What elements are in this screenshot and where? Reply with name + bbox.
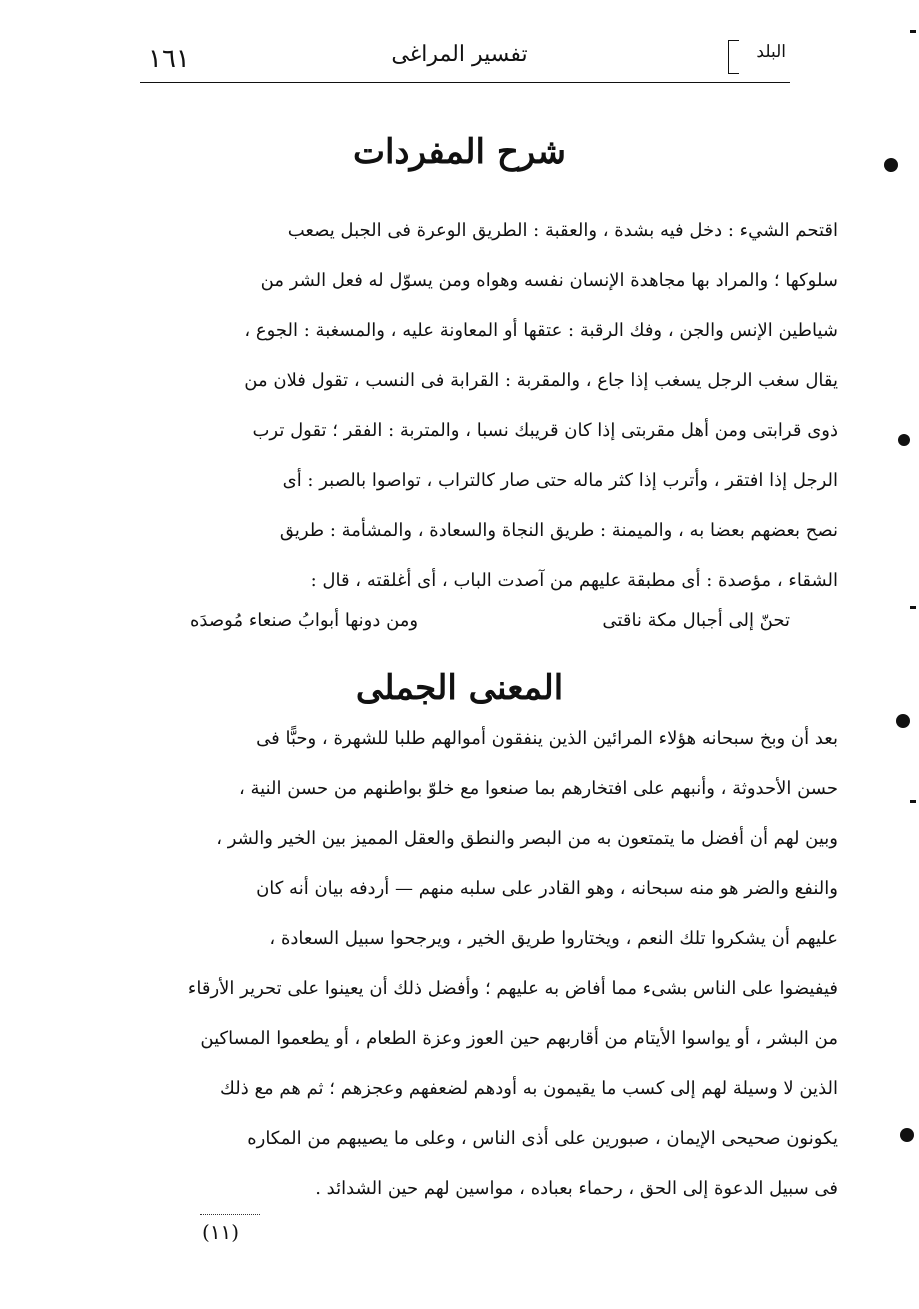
text-line: الشقاء ، مؤصدة : أى مطبقة عليهم من آصدت الباب ، أى أغلقته ، قال : <box>310 570 838 591</box>
scan-speck <box>910 30 916 33</box>
poetry-verse <box>150 596 790 646</box>
text-line: حسن الأحدوثة ، وأنبهم على افتخارهم بما صنعوا مع خلوّ بواطنهم من حسن النية ، <box>238 778 838 799</box>
text-line: ذوى قرابتى ومن أهل مقربتى إذا كان قريبك نسبا ، والمتربة : الفقر ؛ تقول ترب <box>252 420 838 441</box>
general-meaning-heading: المعنى الجملى <box>355 668 564 708</box>
vocabulary-paragraph <box>118 206 838 606</box>
text-line: سلوكها ؛ والمراد بها مجاهدة الإنسان نفسه وهواه ومن يسوّل له فعل الشر من <box>260 270 838 291</box>
text-line: والنفع والضر هو منه سبحانه ، وهو القادر على سلبه منهم — أردفه بيان أنه كان <box>256 878 838 899</box>
text-line: بعد أن وبخ سبحانه هؤلاء المرائين الذين ينفقون أموالهم طلبا للشهرة ، وحبًّا فى <box>256 728 838 749</box>
scan-speck <box>900 1128 914 1142</box>
text-line: الرجل إذا افتقر ، وأترب إذا كثر ماله حتى صار كالتراب ، تواصوا بالصبر : أى <box>282 470 838 491</box>
text-line: وبين لهم أن أفضل ما يتمتعون به من البصر والنطق والعقل المميز بين الخير والشر ، <box>216 828 838 849</box>
vocabulary-heading: شرح المفردات <box>352 132 567 172</box>
scan-speck <box>884 158 898 172</box>
scan-speck <box>896 714 910 728</box>
scan-speck <box>910 606 916 609</box>
signature-dots <box>200 1214 260 1215</box>
signature-mark: (١١) <box>202 1220 240 1244</box>
running-title: تفسير المراغى <box>391 42 528 67</box>
verse-second-hemistich: ومن دونها أبوابُ صنعاء مُوصدَه <box>190 610 419 631</box>
header-rule <box>140 82 790 83</box>
verse-first-hemistich: تحنّ إلى أجبال مكة ناقتى <box>602 610 790 631</box>
scan-speck <box>898 434 910 446</box>
text-line: فى سبيل الدعوة إلى الحق ، رحماء بعباده ، مواسين لهم حين الشدائد . <box>315 1178 838 1199</box>
surah-name: البلد <box>756 42 786 62</box>
general-meaning-paragraph <box>118 714 838 1214</box>
page-number: ١٦١ <box>148 44 190 74</box>
text-line: نصح بعضهم بعضا به ، والميمنة : طريق النجاة والسعادة ، والمشأمة : طريق <box>279 520 838 541</box>
scan-speck <box>910 800 916 803</box>
text-line: من البشر ، أو يواسوا الأيتام من أقاربهم حين العوز وعزة الطعام ، أو يطعموا المساكين <box>200 1028 838 1049</box>
text-line: اقتحم الشيء : دخل فيه بشدة ، والعقبة : الطريق الوعرة فى الجبل يصعب <box>287 220 838 241</box>
text-line: الذين لا وسيلة لهم إلى كسب ما يقيمون به أودهم لضعفهم وعجزهم ؛ ثم هم مع ذلك <box>220 1078 838 1099</box>
text-line: فيفيضوا على الناس بشىء مما أفاض به عليهم ؛ وأفضل ذلك أن يعينوا على تحرير الأرقاء <box>187 978 838 999</box>
text-line: عليهم أن يشكروا تلك النعم ، ويختاروا طريق الخير ، ويرجحوا سبيل السعادة ، <box>269 928 838 949</box>
text-line: شياطين الإنس والجن ، وفك الرقبة : عتقها أو المعاونة عليه ، والمسغبة : الجوع ، <box>244 320 838 341</box>
text-line: يكونون صحيحى الإيمان ، صبورين على أذى الناس ، وعلى ما يصيبهم من المكاره <box>247 1128 838 1149</box>
text-line: يقال سغب الرجل يسغب إذا جاع ، والمقربة : القرابة فى النسب ، تقول فلان من <box>244 370 838 391</box>
